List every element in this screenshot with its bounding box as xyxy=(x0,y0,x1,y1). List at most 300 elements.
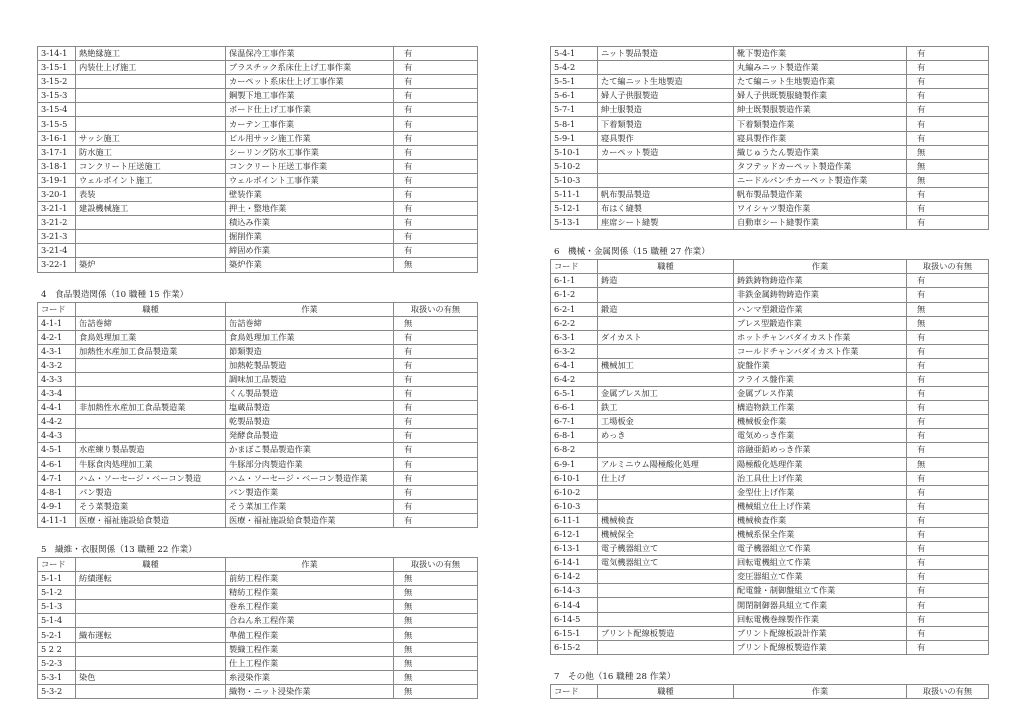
code-cell: 6-12-1 xyxy=(551,528,598,542)
availability-cell: 無 xyxy=(907,302,989,316)
table-row xyxy=(551,316,989,330)
table-row xyxy=(551,387,989,401)
availability-cell: 有 xyxy=(394,230,478,244)
table-row xyxy=(38,387,478,401)
work-cell: プリント配線板製造作業 xyxy=(734,640,907,654)
table-row xyxy=(38,344,478,358)
work-cell: 寝具製作作業 xyxy=(734,131,907,145)
table-row xyxy=(551,640,989,654)
work-cell: 鋳鉄鋳物鋳造作業 xyxy=(734,274,907,288)
code-cell: 6-14-2 xyxy=(551,570,598,584)
trade-cell xyxy=(76,230,226,244)
availability-cell: 有 xyxy=(394,173,478,187)
availability-cell: 有 xyxy=(907,612,989,626)
trade-cell: アルミニウム陽極酸化処理 xyxy=(598,457,734,471)
table-row xyxy=(38,358,478,372)
column-header: 職種 xyxy=(76,302,226,316)
table-row xyxy=(551,429,989,443)
code-cell: 5-10-2 xyxy=(551,159,598,173)
work-cell: 金型仕上げ作業 xyxy=(734,485,907,499)
code-cell: 5-1-2 xyxy=(38,586,76,600)
code-cell: 6-8-1 xyxy=(551,429,598,443)
work-cell: カーペット系床仕上げ工事作業 xyxy=(226,75,394,89)
code-cell: 6-2-1 xyxy=(551,302,598,316)
code-cell: 5-4-1 xyxy=(551,47,598,61)
trade-cell: 仕上げ xyxy=(598,471,734,485)
table-row xyxy=(551,131,989,145)
availability-cell: 有 xyxy=(907,528,989,542)
right-column xyxy=(550,46,988,699)
work-cell: ホットチャンバダイカスト作業 xyxy=(734,330,907,344)
table-row xyxy=(551,457,989,471)
work-cell: 自動車シート縫製作業 xyxy=(734,216,907,230)
work-cell: 乾製品製造 xyxy=(226,415,394,429)
work-cell: ワイシャツ製造作業 xyxy=(734,202,907,216)
work-cell: 織じゅうたん製造作業 xyxy=(734,145,907,159)
availability-cell: 有 xyxy=(907,584,989,598)
work-cell: 缶詰巻締 xyxy=(226,316,394,330)
work-cell: 機械板金作業 xyxy=(734,415,907,429)
table-row xyxy=(38,600,478,614)
code-cell: 3-21-3 xyxy=(38,230,76,244)
work-cell: 合ねん糸工程作業 xyxy=(226,614,394,628)
trade-cell xyxy=(598,344,734,358)
work-cell: 精紡工程作業 xyxy=(226,586,394,600)
trade-cell: パン製造 xyxy=(76,485,226,499)
work-cell: プラスチック系床仕上げ工事作業 xyxy=(226,61,394,75)
availability-cell: 無 xyxy=(394,656,478,670)
table-row xyxy=(38,258,478,272)
trade-cell xyxy=(598,173,734,187)
code-cell: 6-15-2 xyxy=(551,640,598,654)
table-row xyxy=(38,499,478,513)
availability-cell: 有 xyxy=(394,159,478,173)
work-cell: 塩蔵品製造 xyxy=(226,401,394,415)
table-row xyxy=(551,528,989,542)
table-row xyxy=(551,117,989,131)
work-cell: 非鉄金属鋳物鋳造作業 xyxy=(734,288,907,302)
table-row xyxy=(551,358,989,372)
code-cell: 5-11-1 xyxy=(551,187,598,201)
trade-cell xyxy=(598,640,734,654)
code-cell: 6-7-1 xyxy=(551,415,598,429)
availability-cell: 有 xyxy=(907,542,989,556)
trade-cell xyxy=(598,316,734,330)
left-column xyxy=(37,46,477,699)
table-row xyxy=(551,513,989,527)
work-cell: カーテン工事作業 xyxy=(226,117,394,131)
availability-cell: 有 xyxy=(907,117,989,131)
work-cell: 節類製造 xyxy=(226,344,394,358)
code-cell: 3-15-5 xyxy=(38,117,76,131)
code-cell: 4-3-4 xyxy=(38,387,76,401)
work-cell: 陽極酸化処理作業 xyxy=(734,457,907,471)
work-cell: 回転電機巻線製作作業 xyxy=(734,612,907,626)
code-cell: 4-5-1 xyxy=(38,443,76,457)
trade-cell xyxy=(598,159,734,173)
work-cell: 発酵食品製造 xyxy=(226,429,394,443)
availability-cell: 有 xyxy=(907,47,989,61)
availability-cell: 有 xyxy=(907,187,989,201)
code-cell: 6-4-1 xyxy=(551,358,598,372)
work-cell: 電子機器組立て作業 xyxy=(734,542,907,556)
availability-cell: 有 xyxy=(907,330,989,344)
code-cell: 4-4-2 xyxy=(38,415,76,429)
availability-cell: 有 xyxy=(394,202,478,216)
work-cell: フライス盤作業 xyxy=(734,372,907,386)
work-cell: 織物・ニット浸染作業 xyxy=(226,684,394,698)
table-row xyxy=(551,202,989,216)
code-cell: 3-14-1 xyxy=(38,47,76,61)
availability-cell: 有 xyxy=(394,429,478,443)
code-cell: 6-10-2 xyxy=(551,485,598,499)
code-cell: 5-3-1 xyxy=(38,670,76,684)
work-cell: 巻糸工程作業 xyxy=(226,600,394,614)
code-cell: 5-8-1 xyxy=(551,117,598,131)
availability-cell: 有 xyxy=(394,485,478,499)
availability-cell: 有 xyxy=(394,89,478,103)
table-row xyxy=(38,117,478,131)
code-cell: 6-8-2 xyxy=(551,443,598,457)
table-row xyxy=(38,670,478,684)
trade-cell: 機械検査 xyxy=(598,513,734,527)
table-header-row xyxy=(38,558,478,572)
availability-cell: 有 xyxy=(907,499,989,513)
work-cell: 下着類製造作業 xyxy=(734,117,907,131)
code-cell: 3-17-1 xyxy=(38,145,76,159)
availability-cell: 無 xyxy=(394,586,478,600)
table-machinery xyxy=(550,259,989,655)
trade-cell: 織布運転 xyxy=(76,628,226,642)
work-cell: そう菜加工作業 xyxy=(226,499,394,513)
column-header: コード xyxy=(551,684,598,698)
availability-cell: 無 xyxy=(394,684,478,698)
table-row xyxy=(38,61,478,75)
code-cell: 4-8-1 xyxy=(38,485,76,499)
trade-cell: プリント配線板製造 xyxy=(598,626,734,640)
column-header: 取扱いの有無 xyxy=(394,558,478,572)
work-cell: 機械検査作業 xyxy=(734,513,907,527)
availability-cell: 有 xyxy=(907,485,989,499)
trade-cell xyxy=(76,358,226,372)
availability-cell: 無 xyxy=(907,173,989,187)
code-cell: 6-10-3 xyxy=(551,499,598,513)
trade-cell xyxy=(76,387,226,401)
work-cell: 配電盤・制御盤組立て作業 xyxy=(734,584,907,598)
work-cell: ボード仕上げ工事作業 xyxy=(226,103,394,117)
section-4-title: 4 食品製造関係（10 職種 15 作業） xyxy=(41,289,189,300)
trade-cell: 機械加工 xyxy=(598,358,734,372)
trade-cell: 建設機械施工 xyxy=(76,202,226,216)
trade-cell: カーペット製造 xyxy=(598,145,734,159)
table-row xyxy=(38,216,478,230)
trade-cell xyxy=(76,216,226,230)
column-header: 取扱いの有無 xyxy=(907,684,989,698)
code-cell: 4-1-1 xyxy=(38,316,76,330)
table-row xyxy=(38,614,478,628)
trade-cell xyxy=(76,429,226,443)
work-cell: 鋼製下地工事作業 xyxy=(226,89,394,103)
work-cell: ウェルポイント工事作業 xyxy=(226,173,394,187)
work-cell: タフテッドカーペット製造作業 xyxy=(734,159,907,173)
code-cell: 6-14-3 xyxy=(551,584,598,598)
table-row xyxy=(551,288,989,302)
table-row xyxy=(38,485,478,499)
work-cell: 靴下製造作業 xyxy=(734,47,907,61)
availability-cell: 有 xyxy=(907,61,989,75)
code-cell: 6-1-1 xyxy=(551,274,598,288)
table-header-row xyxy=(38,302,478,316)
trade-cell: 非加熱性水産加工食品製造業 xyxy=(76,401,226,415)
work-cell: プレス型鍛造作業 xyxy=(734,316,907,330)
code-cell: 5-2-3 xyxy=(38,656,76,670)
trade-cell xyxy=(76,684,226,698)
table-row xyxy=(38,628,478,642)
work-cell: 前紡工程作業 xyxy=(226,572,394,586)
availability-cell: 有 xyxy=(394,330,478,344)
availability-cell: 有 xyxy=(907,598,989,612)
table-row xyxy=(38,103,478,117)
table-row xyxy=(551,626,989,640)
availability-cell: 有 xyxy=(907,89,989,103)
availability-cell: 無 xyxy=(394,600,478,614)
table-row xyxy=(551,612,989,626)
table-row xyxy=(38,131,478,145)
work-cell: 帆布製品製造作業 xyxy=(734,187,907,201)
table-row xyxy=(38,173,478,187)
work-cell: 機械系保全作業 xyxy=(734,528,907,542)
availability-cell: 有 xyxy=(907,556,989,570)
table-row xyxy=(38,401,478,415)
work-cell: 丸編みニット製造作業 xyxy=(734,61,907,75)
availability-cell: 有 xyxy=(394,401,478,415)
table-row xyxy=(38,202,478,216)
availability-cell: 無 xyxy=(394,628,478,642)
availability-cell: 有 xyxy=(394,513,478,527)
code-cell: 5-4-2 xyxy=(551,61,598,75)
table-textile-cont xyxy=(550,46,989,230)
work-cell: ニードルパンチカーペット製造作業 xyxy=(734,173,907,187)
code-cell: 3-18-1 xyxy=(38,159,76,173)
table-row xyxy=(551,570,989,584)
work-cell: 保温保冷工事作業 xyxy=(226,47,394,61)
availability-cell: 有 xyxy=(907,216,989,230)
work-cell: 築炉作業 xyxy=(226,258,394,272)
table-row xyxy=(551,159,989,173)
table-row xyxy=(551,556,989,570)
table-row xyxy=(38,145,478,159)
work-cell: パン製造作業 xyxy=(226,485,394,499)
trade-cell: 染色 xyxy=(76,670,226,684)
column-header: 作業 xyxy=(734,260,907,274)
code-cell: 6-1-2 xyxy=(551,288,598,302)
code-cell: 3-21-4 xyxy=(38,244,76,258)
code-cell: 3-20-1 xyxy=(38,187,76,201)
availability-cell: 有 xyxy=(907,372,989,386)
availability-cell: 無 xyxy=(394,316,478,330)
trade-cell: 水産練り製品製造 xyxy=(76,443,226,457)
availability-cell: 有 xyxy=(394,457,478,471)
table-row xyxy=(38,642,478,656)
work-cell: 紳士既製服製造作業 xyxy=(734,103,907,117)
work-cell: 旋盤作業 xyxy=(734,358,907,372)
table-textile xyxy=(37,557,478,699)
table-row xyxy=(38,316,478,330)
trade-cell: 防水施工 xyxy=(76,145,226,159)
table-row xyxy=(551,415,989,429)
work-cell: 金属プレス作業 xyxy=(734,387,907,401)
trade-cell: 加熱性水産加工食品製造業 xyxy=(76,344,226,358)
table-row xyxy=(38,372,478,386)
availability-cell: 有 xyxy=(394,47,478,61)
code-cell: 5 2 2 xyxy=(38,642,76,656)
trade-cell: 缶詰巻締 xyxy=(76,316,226,330)
trade-cell xyxy=(76,415,226,429)
availability-cell: 無 xyxy=(394,670,478,684)
trade-cell: ハム・ソーセージ・ベーコン製造 xyxy=(76,471,226,485)
availability-cell: 有 xyxy=(394,372,478,386)
availability-cell: 無 xyxy=(394,572,478,586)
code-cell: 5-7-1 xyxy=(551,103,598,117)
work-cell: 牛豚部分肉製造作業 xyxy=(226,457,394,471)
table-row xyxy=(551,485,989,499)
table-row xyxy=(551,372,989,386)
availability-cell: 有 xyxy=(907,443,989,457)
table-row xyxy=(38,159,478,173)
code-cell: 3-21-2 xyxy=(38,216,76,230)
column-header: コード xyxy=(551,260,598,274)
work-cell: 加熱乾製品製造 xyxy=(226,358,394,372)
table-row xyxy=(38,443,478,457)
code-cell: 6-9-1 xyxy=(551,457,598,471)
column-header: 取扱いの有無 xyxy=(394,302,478,316)
availability-cell: 有 xyxy=(907,570,989,584)
trade-cell: そう菜製造業 xyxy=(76,499,226,513)
column-header: 作業 xyxy=(226,302,394,316)
table-row xyxy=(38,230,478,244)
column-header: 職種 xyxy=(76,558,226,572)
trade-cell: 医療・福祉施設給食製造 xyxy=(76,513,226,527)
trade-cell: サッシ施工 xyxy=(76,131,226,145)
trade-cell: 婦人子供服製造 xyxy=(598,89,734,103)
trade-cell: 金属プレス加工 xyxy=(598,387,734,401)
availability-cell: 無 xyxy=(907,316,989,330)
code-cell: 4-3-3 xyxy=(38,372,76,386)
trade-cell xyxy=(76,586,226,600)
availability-cell: 有 xyxy=(907,513,989,527)
table-row xyxy=(551,584,989,598)
work-cell: ビル用サッシ施工作業 xyxy=(226,131,394,145)
table-row xyxy=(38,244,478,258)
availability-cell: 有 xyxy=(394,145,478,159)
code-cell: 5-1-3 xyxy=(38,600,76,614)
column-header: コード xyxy=(38,302,76,316)
availability-cell: 有 xyxy=(907,103,989,117)
work-cell: 婦人子供既製服縫製作業 xyxy=(734,89,907,103)
work-cell: 調味加工品製造 xyxy=(226,372,394,386)
table-row xyxy=(551,598,989,612)
code-cell: 6-14-5 xyxy=(551,612,598,626)
availability-cell: 有 xyxy=(394,216,478,230)
availability-cell: 有 xyxy=(907,387,989,401)
work-cell: かまぼこ製品製造作業 xyxy=(226,443,394,457)
work-cell: ハム・ソーセージ・ベーコン製造作業 xyxy=(226,471,394,485)
trade-cell: 鉄工 xyxy=(598,401,734,415)
trade-cell: たて編ニット生地製造 xyxy=(598,75,734,89)
table-row xyxy=(38,656,478,670)
trade-cell xyxy=(76,642,226,656)
trade-cell: 電子機器組立て xyxy=(598,542,734,556)
availability-cell: 有 xyxy=(907,471,989,485)
table-row xyxy=(551,443,989,457)
work-cell: 開閉制御器具組立て作業 xyxy=(734,598,907,612)
code-cell: 5-12-1 xyxy=(551,202,598,216)
code-cell: 6-2-2 xyxy=(551,316,598,330)
availability-cell: 有 xyxy=(907,131,989,145)
trade-cell xyxy=(76,244,226,258)
trade-cell xyxy=(598,288,734,302)
trade-cell xyxy=(76,75,226,89)
table-row xyxy=(38,684,478,698)
table-row xyxy=(551,330,989,344)
availability-cell: 有 xyxy=(394,344,478,358)
column-header: 職種 xyxy=(598,684,734,698)
availability-cell: 有 xyxy=(394,61,478,75)
trade-cell: 内装仕上げ施工 xyxy=(76,61,226,75)
code-cell: 3-15-4 xyxy=(38,103,76,117)
work-cell: くん製品製造 xyxy=(226,387,394,401)
availability-cell: 有 xyxy=(907,288,989,302)
work-cell: 変圧器組立て作業 xyxy=(734,570,907,584)
work-cell: 糸浸染作業 xyxy=(226,670,394,684)
code-cell: 6-14-4 xyxy=(551,598,598,612)
trade-cell xyxy=(76,614,226,628)
trade-cell xyxy=(76,117,226,131)
code-cell: 6-11-1 xyxy=(551,513,598,527)
code-cell: 5-1-4 xyxy=(38,614,76,628)
column-header: コード xyxy=(38,558,76,572)
work-cell: 壁装作業 xyxy=(226,187,394,201)
availability-cell: 有 xyxy=(394,358,478,372)
trade-cell: 帆布製品製造 xyxy=(598,187,734,201)
trade-cell xyxy=(76,372,226,386)
availability-cell: 有 xyxy=(394,471,478,485)
code-cell: 4-3-2 xyxy=(38,358,76,372)
table-row xyxy=(551,47,989,61)
work-cell: 溶融亜鉛めっき作業 xyxy=(734,443,907,457)
column-header: 職種 xyxy=(598,260,734,274)
code-cell: 5-6-1 xyxy=(551,89,598,103)
trade-cell xyxy=(598,499,734,513)
table-row xyxy=(38,457,478,471)
work-cell: 治工具仕上げ作業 xyxy=(734,471,907,485)
code-cell: 4-2-1 xyxy=(38,330,76,344)
code-cell: 4-6-1 xyxy=(38,457,76,471)
availability-cell: 有 xyxy=(907,640,989,654)
table-other xyxy=(550,684,989,699)
trade-cell xyxy=(598,485,734,499)
table-row xyxy=(551,216,989,230)
code-cell: 6-14-1 xyxy=(551,556,598,570)
work-cell: 掘削作業 xyxy=(226,230,394,244)
table-food xyxy=(37,302,478,529)
table-construction-cont xyxy=(37,46,478,273)
code-cell: 3-15-3 xyxy=(38,89,76,103)
code-cell: 6-6-1 xyxy=(551,401,598,415)
code-cell: 5-10-1 xyxy=(551,145,598,159)
code-cell: 5-2-1 xyxy=(38,628,76,642)
trade-cell: 下着類製造 xyxy=(598,117,734,131)
